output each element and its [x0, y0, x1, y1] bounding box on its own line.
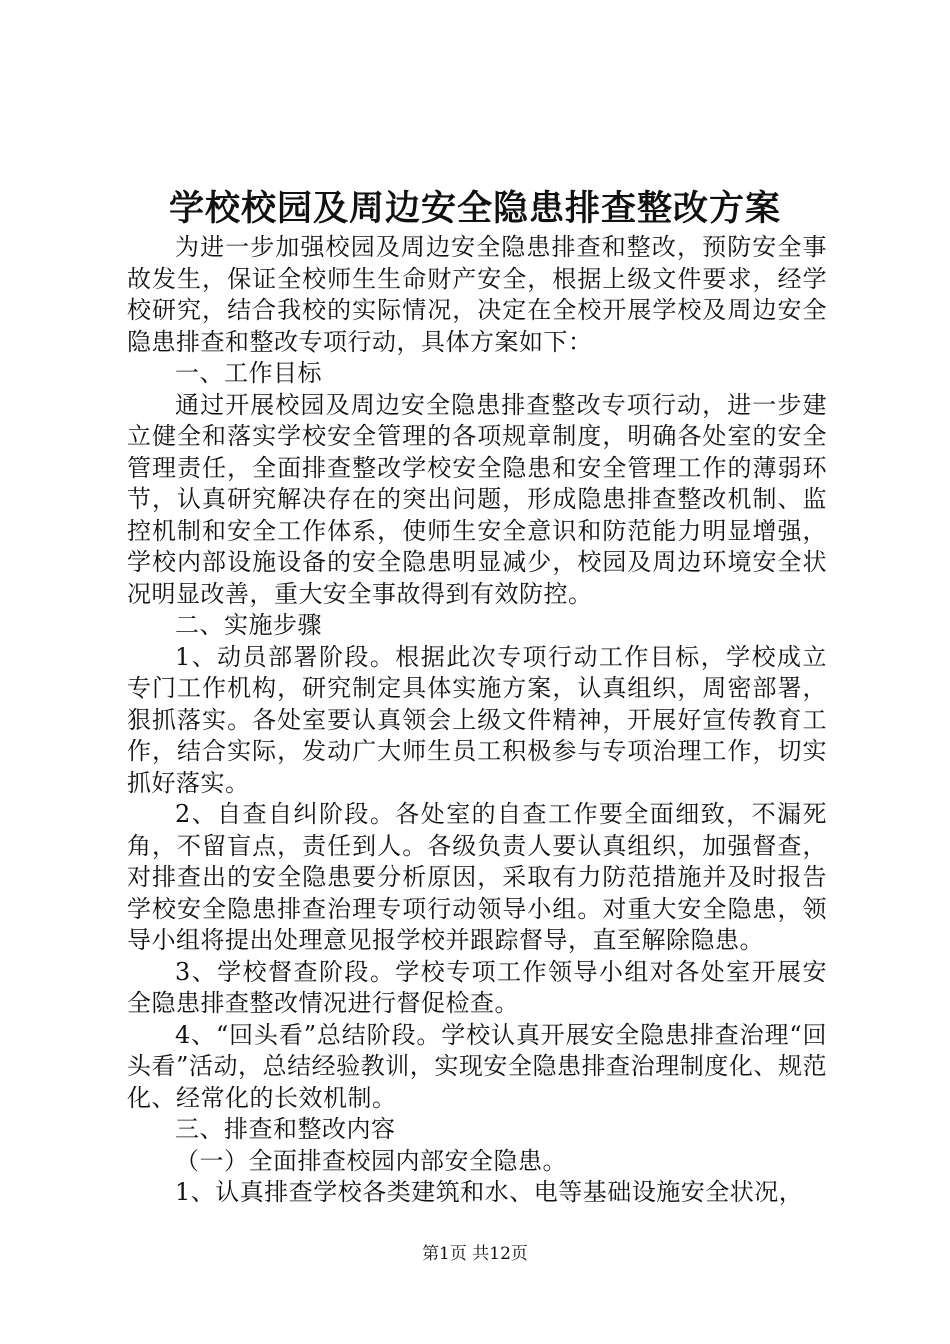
section-heading-steps: 二、实施步骤 — [175, 611, 322, 639]
section-heading-content: 三、排查和整改内容 — [175, 1115, 396, 1143]
document-body — [127, 232, 827, 1209]
paragraph-intro: 为进一步加强校园及周边安全隐患排查和整改，预防安全事故发生，保证全校师生生命财产安全，根据上级文件要求，经学校研究，结合我校的实际情况，决定在全校开展学校及周边安全隐患排查和整改专项行动，具体方案如下： — [127, 233, 827, 356]
paragraph-goals: 通过开展校园及周边安全隐患排查整改专项行动，进一步建立健全和落实学校安全管理的各项规章制度，明确各处室的安全管理责任，全面排查整改学校安全隐患和安全管理工作的薄弱环节，认真研究解决存在的突出问题，形成隐患排查整改机制、监控机制和安全工作体系，使师生安全意识和防范能力明显增强，学校内部设施设备的安全隐患明显减少，校园及周边环境安全状况明显改善，重大安全事故得到有效防控。 — [127, 390, 827, 608]
paragraph-content-1: 1、认真排查学校各类建筑和水、电等基础设施安全状况， — [175, 1178, 804, 1206]
paragraph-step-3: 3、学校督查阶段。学校专项工作领导小组对各处室开展安全隐患排查整改情况进行督促检查。 — [127, 957, 827, 1017]
subsection-heading-campus: （一）全面排查校园内部安全隐患。 — [175, 1146, 567, 1175]
document-title: 学校校园及周边安全隐患排查整改方案 — [168, 188, 781, 229]
page-number-footer: 第1页 共12页 — [422, 1244, 528, 1264]
section-heading-goals: 一、工作目标 — [175, 359, 322, 387]
paragraph-step-1: 1、动员部署阶段。根据此次专项行动工作目标，学校成立专门工作机构，研究制定具体实施方案，认真组织，周密部署，狠抓落实。各处室要认真领会上级文件精神，开展好宣传教育工作，结合实际，发动广大师生员工积极参与专项治理工作，切实抓好落实。 — [127, 642, 827, 797]
paragraph-step-2: 2、自查自纠阶段。各处室的自查工作要全面细致，不漏死角，不留盲点，责任到人。各级负责人要认真组织，加强督查，对排查出的安全隐患要分析原因，采取有力防范措施并及时报告学校安全隐患排查治理专项行动领导小组。对重大安全隐患，领导小组将提出处理意见报学校并跟踪督导，直至解除隐患。 — [127, 800, 827, 954]
paragraph-step-4: 4、“回头看”总结阶段。学校认真开展安全隐患排查治理“回头看”活动，总结经验教训，实现安全隐患排查治理制度化、规范化、经常化的长效机制。 — [127, 1020, 827, 1112]
